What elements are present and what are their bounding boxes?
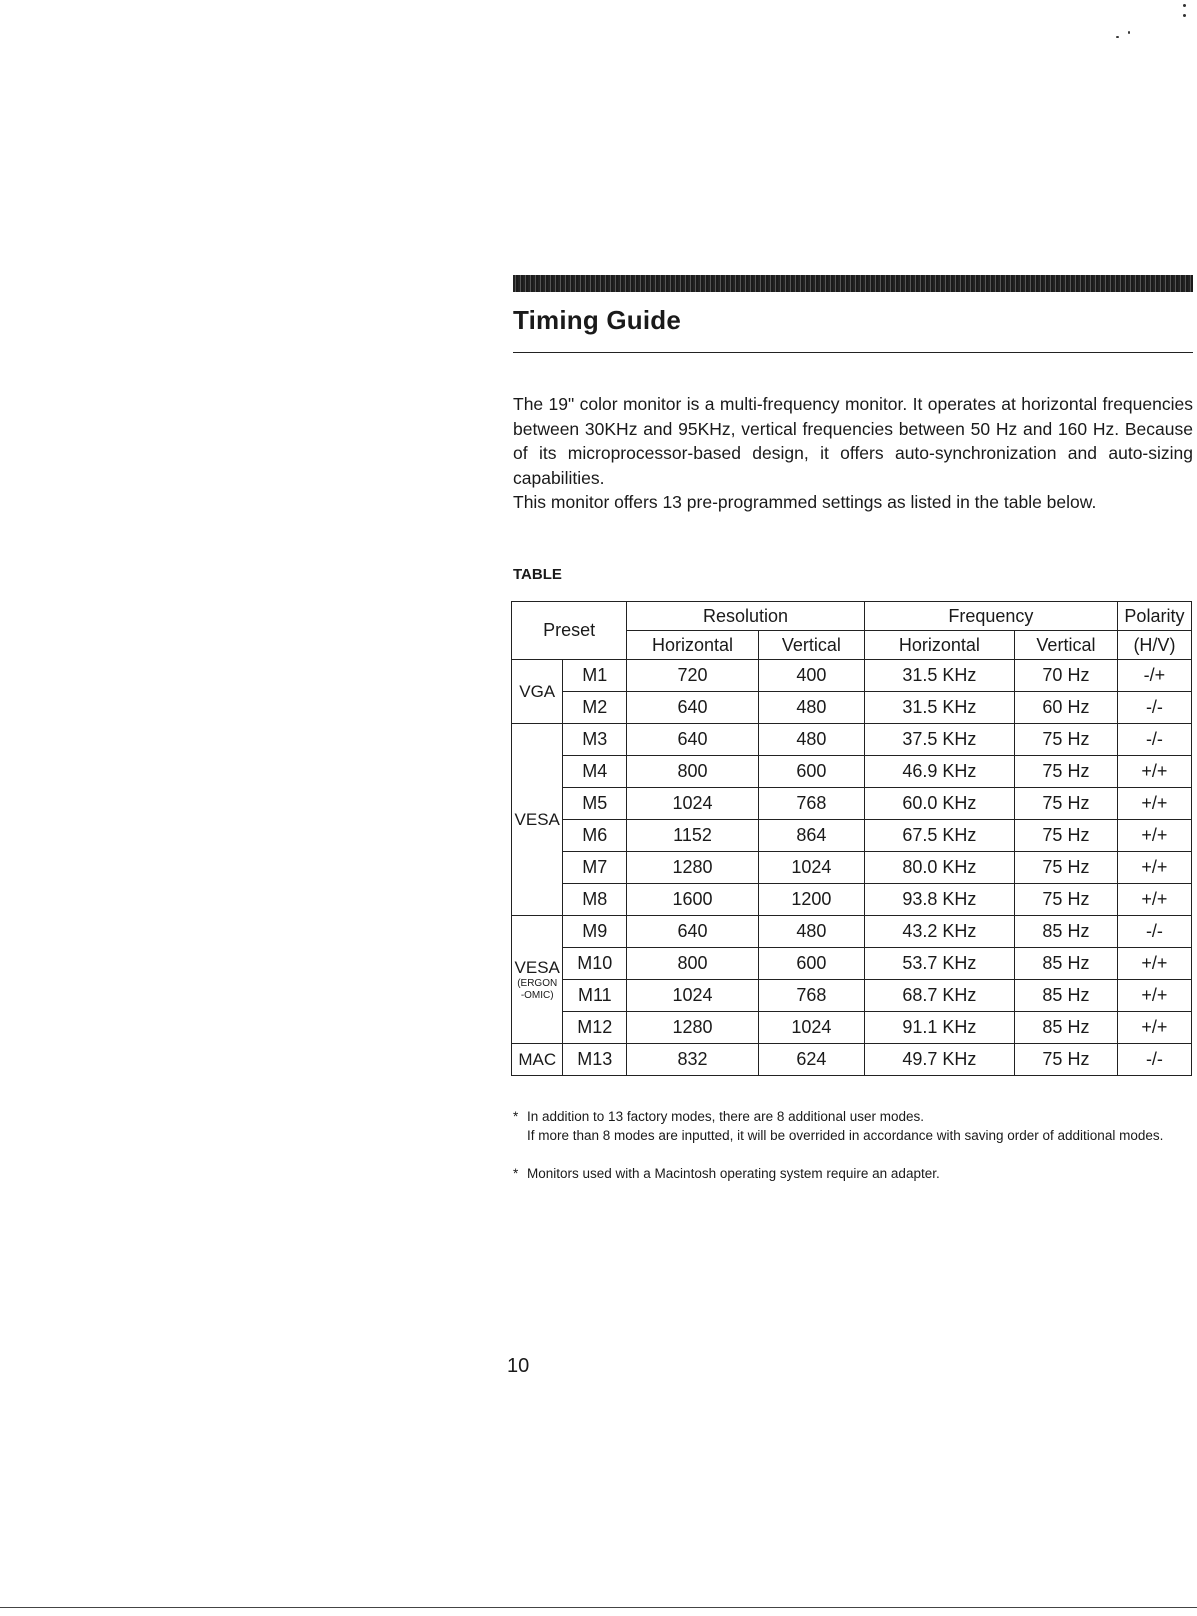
table-row xyxy=(512,1044,1192,1076)
scan-speck xyxy=(1183,14,1186,17)
res-h-cell: 832 xyxy=(627,1044,759,1076)
res-h-cell: 1024 xyxy=(627,788,759,820)
res-h-cell: 640 xyxy=(627,692,759,724)
group-vesa-ergonomic-label: VESA xyxy=(514,957,560,977)
table-row xyxy=(512,916,1192,948)
group-vesa: VESA xyxy=(512,724,563,916)
res-h-cell: 1024 xyxy=(627,980,759,1012)
table-row xyxy=(512,788,1192,820)
header-frequency: Frequency xyxy=(864,602,1117,631)
scan-speck xyxy=(1183,4,1186,7)
freq-h-cell: 67.5 KHz xyxy=(864,820,1014,852)
mode-cell: M12 xyxy=(563,1012,627,1044)
table-row xyxy=(512,660,1192,692)
freq-h-cell: 91.1 KHz xyxy=(864,1012,1014,1044)
header-polarity-sub: (H/V) xyxy=(1117,631,1191,660)
res-v-cell: 864 xyxy=(758,820,864,852)
mode-cell: M5 xyxy=(563,788,627,820)
freq-v-cell: 75 Hz xyxy=(1015,1044,1118,1076)
polarity-cell: -/- xyxy=(1117,1044,1191,1076)
mode-cell: M7 xyxy=(563,852,627,884)
res-h-cell: 1280 xyxy=(627,852,759,884)
freq-h-cell: 80.0 KHz xyxy=(864,852,1014,884)
table-header-row xyxy=(512,602,1192,631)
freq-h-cell: 46.9 KHz xyxy=(864,756,1014,788)
res-v-cell: 480 xyxy=(758,724,864,756)
freq-v-cell: 85 Hz xyxy=(1015,948,1118,980)
polarity-cell: +/+ xyxy=(1117,1012,1191,1044)
section-header-bar xyxy=(513,275,1193,292)
header-resolution: Resolution xyxy=(627,602,865,631)
footnote-mac-adapter xyxy=(513,1164,1193,1183)
freq-h-cell: 60.0 KHz xyxy=(864,788,1014,820)
res-h-cell: 1280 xyxy=(627,1012,759,1044)
mode-cell: M13 xyxy=(563,1044,627,1076)
footnote-1-line-1: In addition to 13 factory modes, there are 8 additional user modes. xyxy=(527,1109,924,1124)
freq-v-cell: 70 Hz xyxy=(1015,660,1118,692)
intro-paragraph-1: The 19" color monitor is a multi-frequency monitor. It operates at horizontal frequencies between 30KHz and 95KHz, vertical frequencies between 50 Hz and 160 Hz. Because of its microprocessor-based design, it offers auto-synchronization and auto-sizing capabilities. xyxy=(513,394,1193,488)
res-h-cell: 640 xyxy=(627,916,759,948)
group-vesa-ergonomic xyxy=(512,916,563,1044)
polarity-cell: +/+ xyxy=(1117,948,1191,980)
intro-paragraph-2: This monitor offers 13 pre-programmed settings as listed in the table below. xyxy=(513,492,1097,512)
polarity-cell: +/+ xyxy=(1117,820,1191,852)
header-freq-horizontal: Horizontal xyxy=(864,631,1014,660)
timing-table xyxy=(511,601,1192,1076)
res-h-cell: 720 xyxy=(627,660,759,692)
mode-cell: M11 xyxy=(563,980,627,1012)
freq-v-cell: 85 Hz xyxy=(1015,916,1118,948)
table-label: TABLE xyxy=(513,566,562,583)
header-preset: Preset xyxy=(512,602,627,660)
table-row xyxy=(512,852,1192,884)
res-v-cell: 1024 xyxy=(758,852,864,884)
group-vga: VGA xyxy=(512,660,563,724)
freq-v-cell: 75 Hz xyxy=(1015,724,1118,756)
res-v-cell: 768 xyxy=(758,788,864,820)
header-polarity: Polarity xyxy=(1117,602,1191,631)
mode-cell: M1 xyxy=(563,660,627,692)
freq-v-cell: 75 Hz xyxy=(1015,884,1118,916)
polarity-cell: -/- xyxy=(1117,724,1191,756)
footnote-user-modes xyxy=(513,1107,1193,1145)
res-v-cell: 600 xyxy=(758,756,864,788)
group-mac: MAC xyxy=(512,1044,563,1076)
mode-cell: M8 xyxy=(563,884,627,916)
res-v-cell: 1200 xyxy=(758,884,864,916)
res-h-cell: 800 xyxy=(627,756,759,788)
mode-cell: M10 xyxy=(563,948,627,980)
freq-h-cell: 49.7 KHz xyxy=(864,1044,1014,1076)
header-res-horizontal: Horizontal xyxy=(627,631,759,660)
freq-h-cell: 31.5 KHz xyxy=(864,692,1014,724)
polarity-cell: +/+ xyxy=(1117,980,1191,1012)
polarity-cell: +/+ xyxy=(1117,884,1191,916)
footnote-2: Monitors used with a Macintosh operating system require an adapter. xyxy=(527,1166,940,1181)
footnote-1-line-2: If more than 8 modes are inputted, it will be overrided in accordance with saving order of additional modes. xyxy=(527,1128,1164,1143)
res-v-cell: 624 xyxy=(758,1044,864,1076)
freq-v-cell: 85 Hz xyxy=(1015,980,1118,1012)
res-h-cell: 1152 xyxy=(627,820,759,852)
page-bottom-rule xyxy=(0,1607,1197,1608)
asterisk-marker: * xyxy=(513,1166,519,1181)
title-divider xyxy=(513,352,1193,353)
mode-cell: M4 xyxy=(563,756,627,788)
res-h-cell: 1600 xyxy=(627,884,759,916)
polarity-cell: -/+ xyxy=(1117,660,1191,692)
freq-h-cell: 68.7 KHz xyxy=(864,980,1014,1012)
res-v-cell: 400 xyxy=(758,660,864,692)
group-vesa-ergonomic-sub2: -OMIC) xyxy=(520,989,554,1001)
freq-v-cell: 75 Hz xyxy=(1015,820,1118,852)
polarity-cell: +/+ xyxy=(1117,852,1191,884)
res-v-cell: 480 xyxy=(758,692,864,724)
polarity-cell: -/- xyxy=(1117,916,1191,948)
table-row xyxy=(512,820,1192,852)
asterisk-marker: * xyxy=(513,1109,519,1124)
res-v-cell: 600 xyxy=(758,948,864,980)
table-row xyxy=(512,948,1192,980)
freq-v-cell: 85 Hz xyxy=(1015,1012,1118,1044)
polarity-cell: +/+ xyxy=(1117,788,1191,820)
freq-v-cell: 75 Hz xyxy=(1015,788,1118,820)
mode-cell: M2 xyxy=(563,692,627,724)
group-vesa-ergonomic-sub1: (ERGON xyxy=(517,977,558,989)
table-row xyxy=(512,884,1192,916)
mode-cell: M6 xyxy=(563,820,627,852)
freq-h-cell: 93.8 KHz xyxy=(864,884,1014,916)
res-h-cell: 800 xyxy=(627,948,759,980)
footnotes xyxy=(513,1107,1193,1202)
freq-v-cell: 75 Hz xyxy=(1015,852,1118,884)
scan-speck xyxy=(1128,31,1130,34)
page-title: Timing Guide xyxy=(513,305,682,335)
res-v-cell: 1024 xyxy=(758,1012,864,1044)
table-row xyxy=(512,980,1192,1012)
table-row xyxy=(512,724,1192,756)
res-v-cell: 480 xyxy=(758,916,864,948)
header-res-vertical: Vertical xyxy=(758,631,864,660)
freq-h-cell: 37.5 KHz xyxy=(864,724,1014,756)
res-h-cell: 640 xyxy=(627,724,759,756)
mode-cell: M3 xyxy=(563,724,627,756)
freq-h-cell: 43.2 KHz xyxy=(864,916,1014,948)
res-v-cell: 768 xyxy=(758,980,864,1012)
polarity-cell: -/- xyxy=(1117,692,1191,724)
header-freq-vertical: Vertical xyxy=(1015,631,1118,660)
intro-text xyxy=(513,392,1193,515)
freq-h-cell: 31.5 KHz xyxy=(864,660,1014,692)
table-row xyxy=(512,756,1192,788)
table-row xyxy=(512,1012,1192,1044)
polarity-cell: +/+ xyxy=(1117,756,1191,788)
freq-v-cell: 60 Hz xyxy=(1015,692,1118,724)
freq-h-cell: 53.7 KHz xyxy=(864,948,1014,980)
page-number: 10 xyxy=(507,1355,530,1377)
scan-speck xyxy=(1116,36,1119,38)
freq-v-cell: 75 Hz xyxy=(1015,756,1118,788)
table-row xyxy=(512,692,1192,724)
mode-cell: M9 xyxy=(563,916,627,948)
